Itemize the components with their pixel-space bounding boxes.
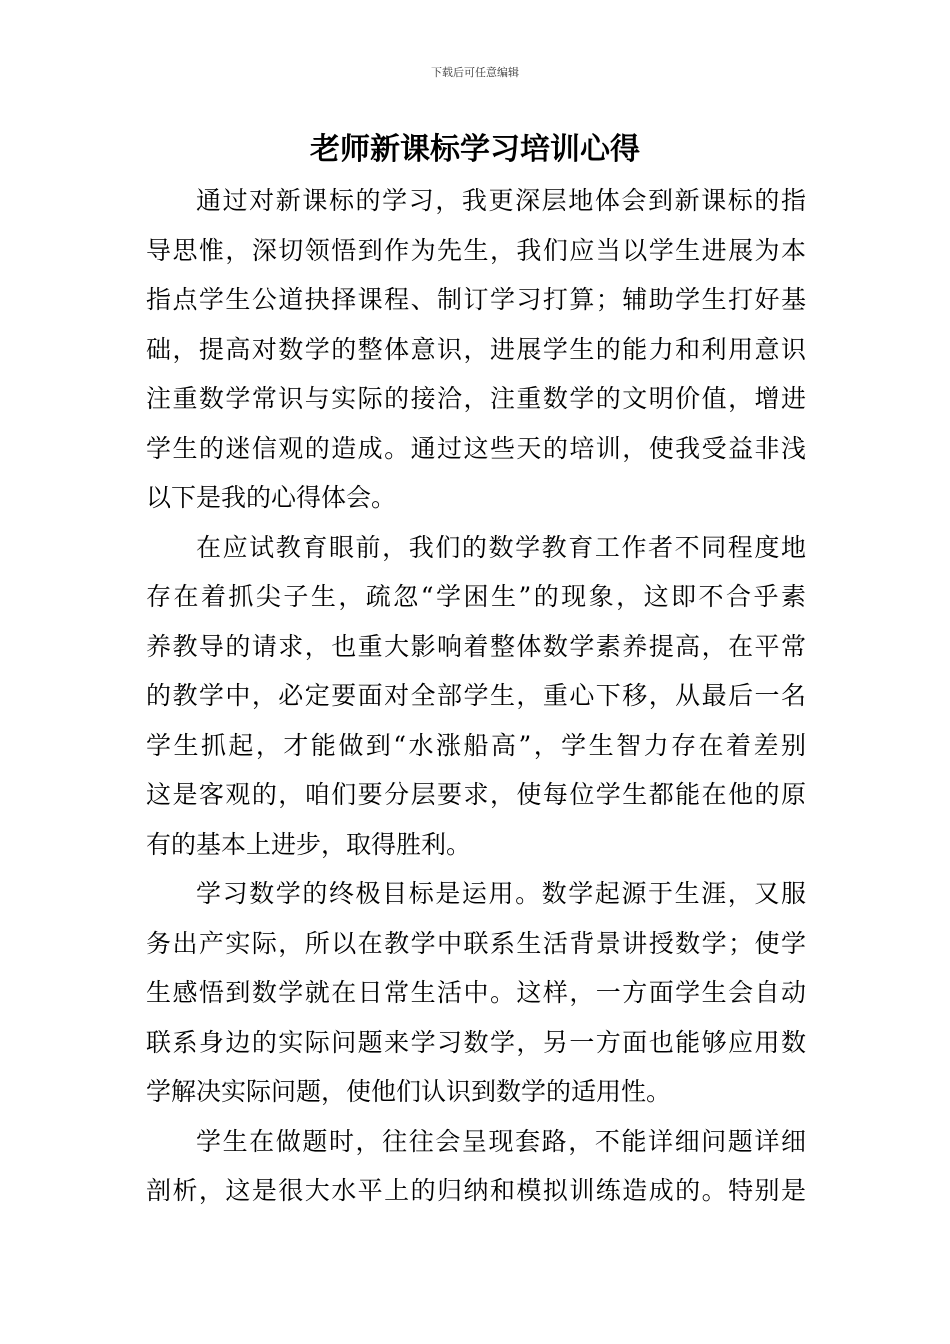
paragraph-line: 通过对新课标的学习，我更深层地体会到新课标的指 xyxy=(196,186,806,215)
paragraph-line: 的教学中，必定要面对全部学生，重心下移，从最后一名 xyxy=(146,681,806,710)
paragraph-line: 联系身边的实际问题来学习数学，另一方面也能够应用数 xyxy=(146,1027,806,1057)
paragraph-2 xyxy=(146,523,806,870)
paragraph-line: 生感悟到数学就在日常生活中。这样，一方面学生会自动 xyxy=(146,978,806,1007)
paragraph-line: 学解决实际问题，使他们认识到数学的适用性。 xyxy=(146,1077,672,1106)
paragraph-line: 以下是我的心得体会。 xyxy=(146,483,397,512)
paragraph-line: 学生抓起，才能做到“水涨船高”，学生智力存在着差别 xyxy=(146,730,806,760)
paragraph-line: 学生的迷信观的造成。通过这些天的培训，使我受益非浅 xyxy=(146,433,806,463)
paragraph-line: 存在着抓尖子生，疏忽“学困生”的现象，这即不合乎素 xyxy=(146,582,806,611)
paragraph-line: 剖析，这是很大水平上的归纳和模拟训练造成的。特别是 xyxy=(146,1176,806,1205)
document-body xyxy=(146,176,806,1216)
paragraph-line: 注重数学常识与实际的接洽，注重数学的文明价值，增进 xyxy=(146,384,806,413)
paragraph-line: 导思惟，深切领悟到作为先生，我们应当以学生进展为本 xyxy=(146,235,806,265)
paragraph-3 xyxy=(146,869,806,1117)
header-note: 下载后可任意编辑 xyxy=(431,66,519,79)
paragraph-1 xyxy=(146,176,806,523)
paragraph-line: 学习数学的终极目标是运用。数学起源于生涯，又服 xyxy=(196,879,806,908)
document-title: 老师新课标学习培训心得 xyxy=(310,132,640,167)
paragraph-line: 有的基本上进步，取得胜利。 xyxy=(146,829,472,859)
paragraph-line: 学生在做题时，往往会呈现套路，不能详细问题详细 xyxy=(196,1126,806,1156)
paragraph-line: 础，提高对数学的整体意识，进展学生的能力和利用意识 xyxy=(146,334,806,364)
paragraph-line: 这是客观的，咱们要分层要求，使每位学生都能在他的原 xyxy=(146,780,806,809)
paragraph-line: 指点学生公道抉择课程、制订学习打算；辅助学生打好基 xyxy=(146,285,806,314)
paragraph-4 xyxy=(146,1117,806,1216)
paragraph-line: 在应试教育眼前，我们的数学教育工作者不同程度地 xyxy=(196,532,806,562)
paragraph-line: 务出产实际，所以在教学中联系生活背景讲授数学；使学 xyxy=(146,928,806,958)
paragraph-line: 养教导的请求，也重大影响着整体数学素养提高，在平常 xyxy=(146,631,806,661)
